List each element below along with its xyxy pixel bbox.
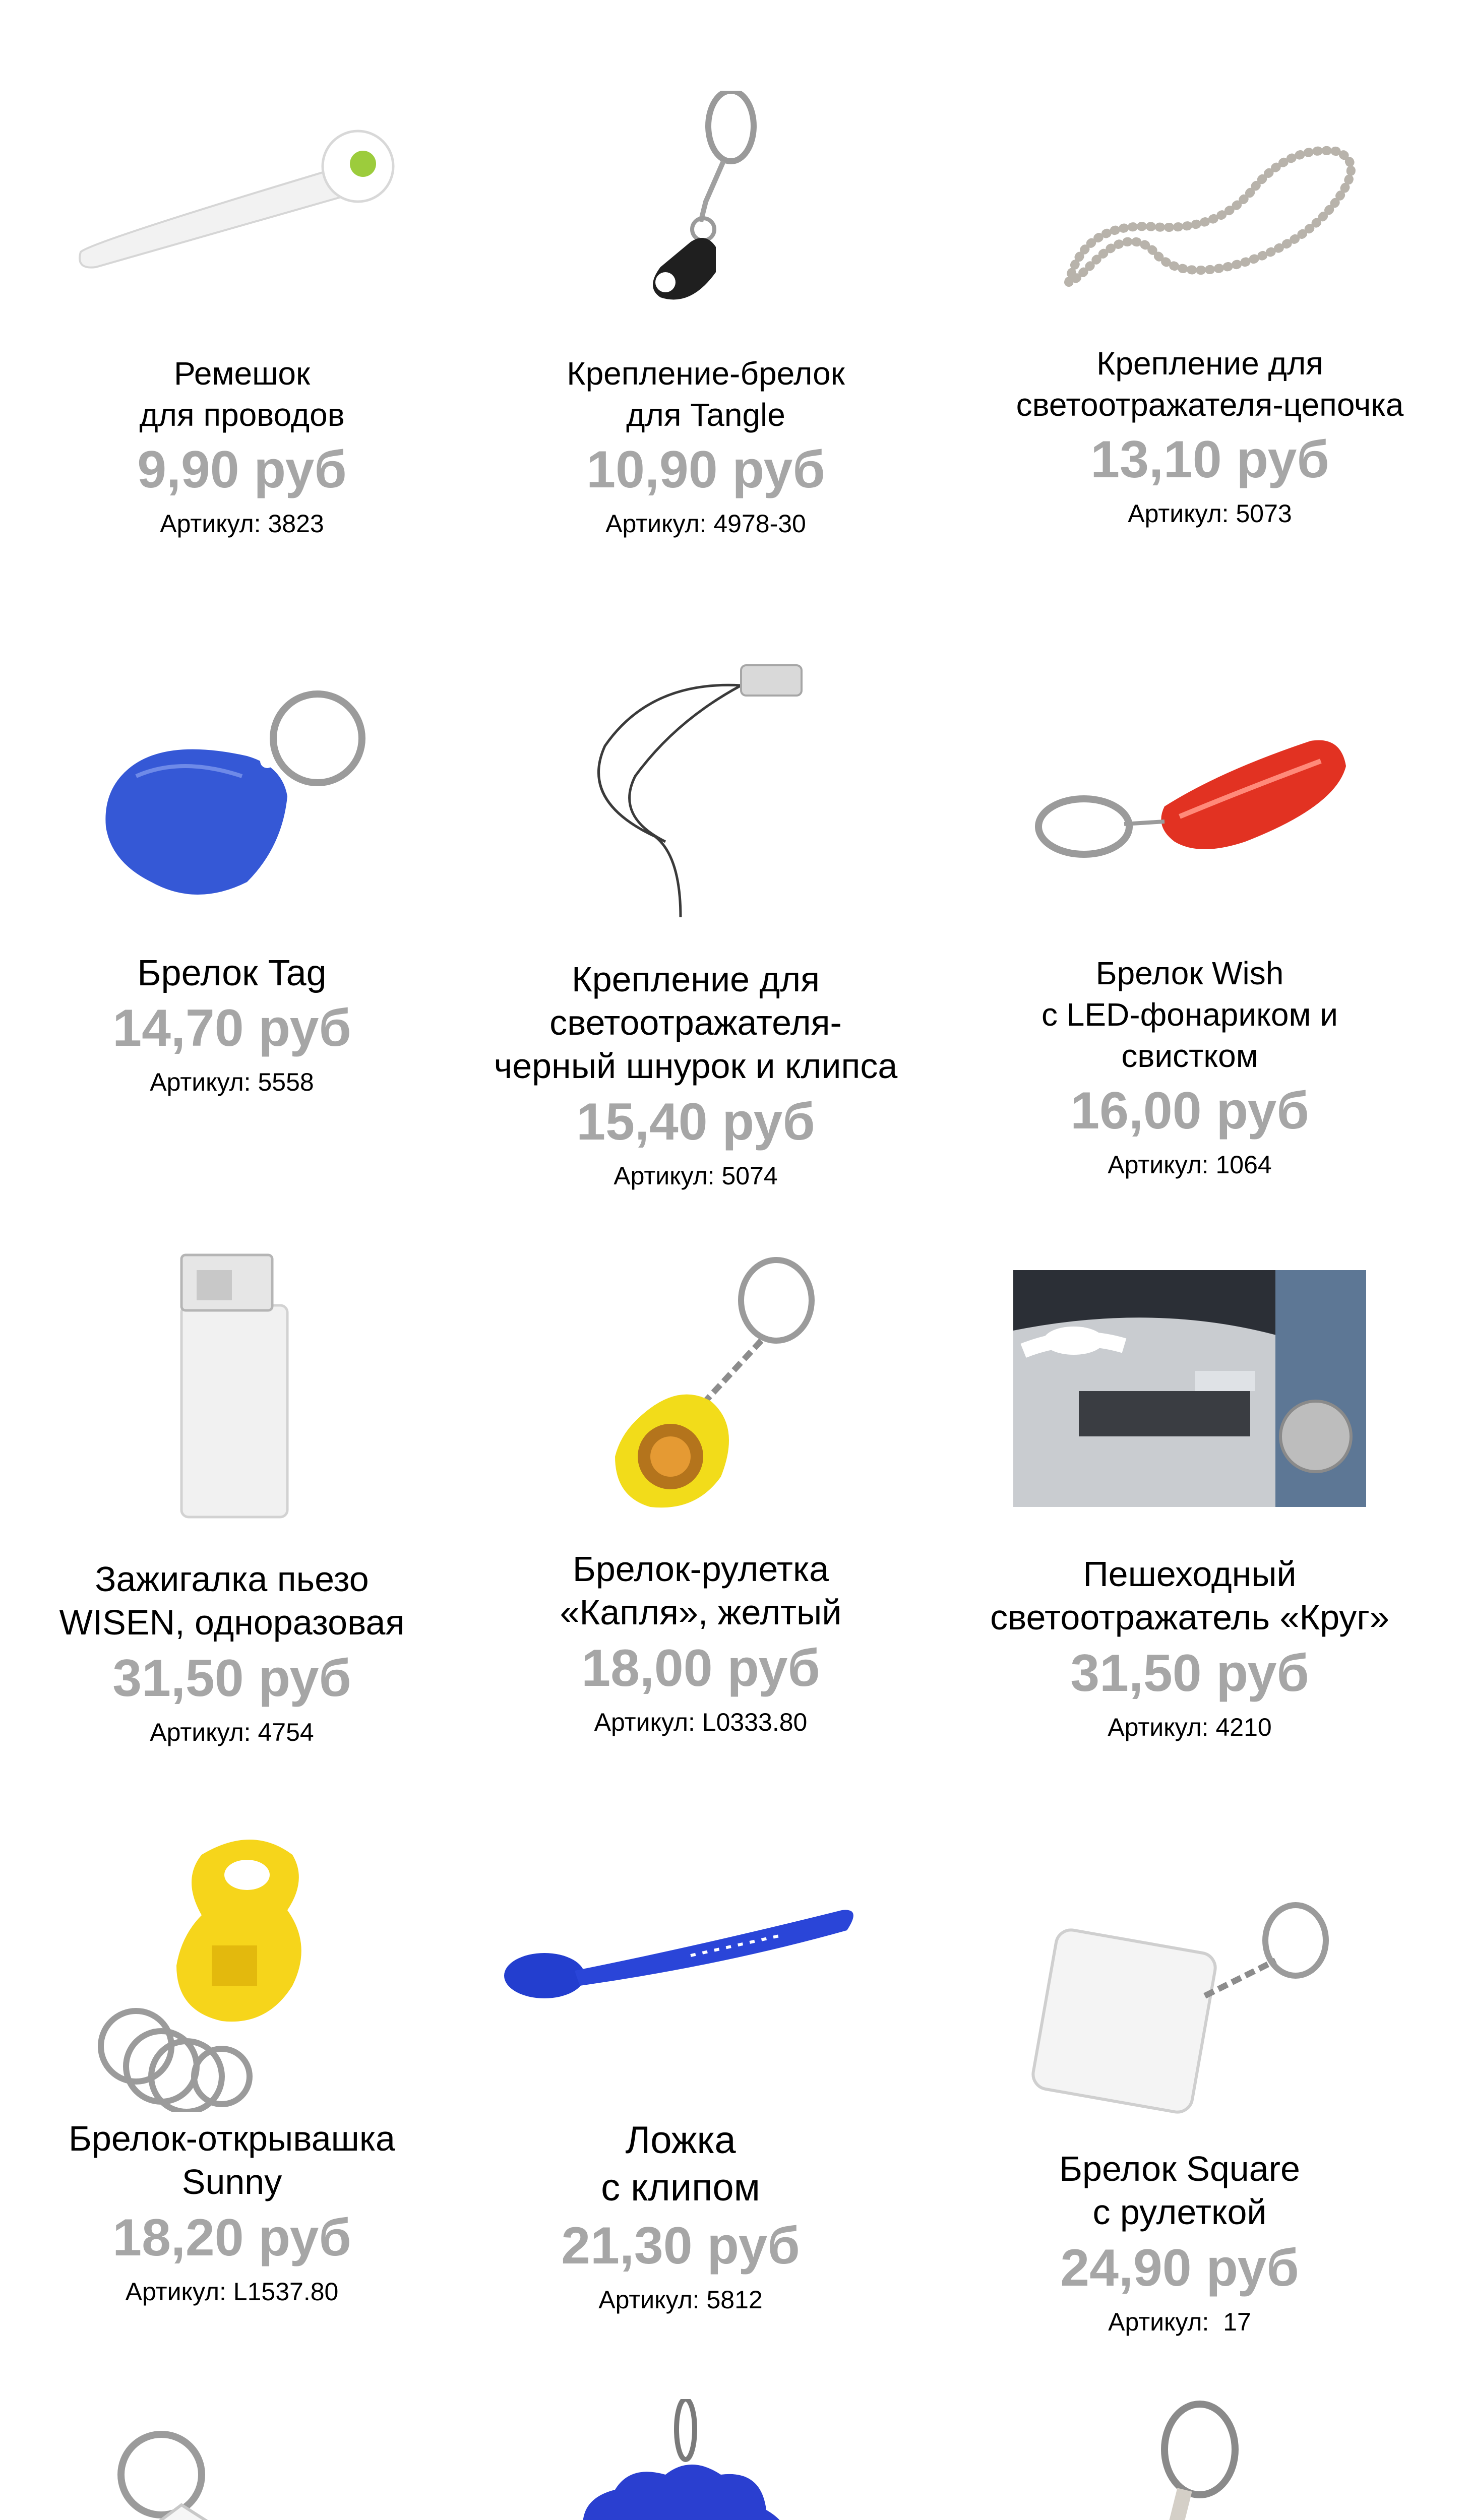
product-card[interactable]	[439, 1784, 923, 2399]
sheep-keychain-image	[539, 2399, 822, 2520]
product-card[interactable]	[0, 0, 484, 564]
product-card[interactable]	[938, 1784, 1422, 2399]
lighter-image	[151, 1245, 313, 1527]
product-sku: Артикул: 5812	[598, 2286, 763, 2314]
product-card[interactable]	[948, 564, 1432, 1179]
product-price: 31,50 руб	[112, 1649, 351, 1708]
product-name: Пешеходный светоотражатель «Круг»	[990, 1554, 1389, 1637]
circle-reflector-photo	[1013, 1270, 1366, 1507]
tangle-keychain-image	[615, 91, 797, 323]
product-sku: Артикул: L0333.80	[594, 1708, 808, 1736]
product-sku: Артикул: 5074	[614, 1162, 778, 1190]
product-price: 10,90 руб	[586, 440, 825, 499]
product-name: Крепление-брелок для Tangle	[567, 355, 845, 433]
product-sku: Артикул: 4754	[150, 1718, 314, 1746]
product-sku: Артикул: 17	[1108, 2308, 1251, 2336]
product-sku: Артикул: 5558	[150, 1068, 314, 1096]
product-price: 18,20 руб	[112, 2209, 351, 2267]
product-name: Крепление для светоотражателя- черный шнурок и клипса	[494, 960, 898, 1086]
product-card[interactable]	[454, 564, 938, 1190]
product-card[interactable]	[0, 2399, 479, 2520]
product-card[interactable]	[938, 2399, 1422, 2520]
product-name: Брелок-рулетка «Капля», желтый	[560, 1549, 842, 1632]
product-sku: Артикул: L1537.80	[125, 2278, 339, 2306]
product-price: 13,10 руб	[1090, 430, 1329, 489]
cable-strap-image	[60, 126, 423, 287]
product-price: 14,70 руб	[112, 999, 351, 1057]
product-name: Ложка с клипом	[601, 2119, 760, 2209]
blackpool-keychain-image	[86, 2419, 388, 2520]
product-name: Брелок Square с рулеткой	[1059, 2149, 1300, 2232]
product-price: 15,40 руб	[576, 1093, 815, 1151]
ball-chain-image	[1054, 131, 1366, 323]
balance-keychain-image	[1049, 2399, 1311, 2520]
product-price: 31,50 руб	[1070, 1644, 1309, 1703]
product-card[interactable]	[439, 2399, 923, 2520]
product-card[interactable]	[464, 0, 948, 564]
product-card[interactable]	[968, 0, 1452, 564]
product-card[interactable]	[0, 1149, 474, 1784]
product-name: Ремешок для проводов	[139, 355, 345, 433]
product-card[interactable]	[0, 564, 474, 1149]
wish-whistle-image	[1028, 721, 1351, 882]
product-card[interactable]	[948, 1149, 1432, 1784]
lanyard-clip-image	[549, 645, 842, 927]
spoon-clip-image	[499, 1885, 862, 2016]
product-name: Брелок-открывашка Sunny	[69, 2119, 395, 2201]
product-card[interactable]	[459, 1149, 943, 1784]
product-sku: Артикул: 4978-30	[605, 510, 806, 538]
tag-keychain-image	[81, 680, 383, 912]
product-price: 9,90 руб	[137, 440, 347, 499]
product-name: Зажигалка пьезо WISEN, одноразовая	[59, 1559, 405, 1642]
product-card[interactable]	[0, 1784, 474, 2399]
product-name: Крепление для светоотражателя-цепочка	[1016, 345, 1404, 423]
product-sku: Артикул: 5073	[1128, 499, 1292, 528]
product-name: Брелок Wish с LED-фонариком и свистком	[1042, 955, 1338, 1074]
product-sku: Артикул: 1064	[1108, 1151, 1272, 1179]
product-price: 16,00 руб	[1070, 1082, 1309, 1140]
product-price: 18,00 руб	[581, 1639, 820, 1697]
bottle-opener-keychain-image	[71, 1814, 393, 2112]
product-sku: Артикул: 3823	[160, 510, 324, 538]
product-sku: Артикул: 4210	[1108, 1713, 1272, 1741]
product-price: 24,90 руб	[1060, 2239, 1299, 2297]
tape-measure-drop-image	[575, 1255, 827, 1517]
product-name: Брелок Tag	[137, 953, 327, 993]
product-price: 21,30 руб	[561, 2217, 800, 2275]
square-tape-measure-image	[1013, 1900, 1346, 2122]
